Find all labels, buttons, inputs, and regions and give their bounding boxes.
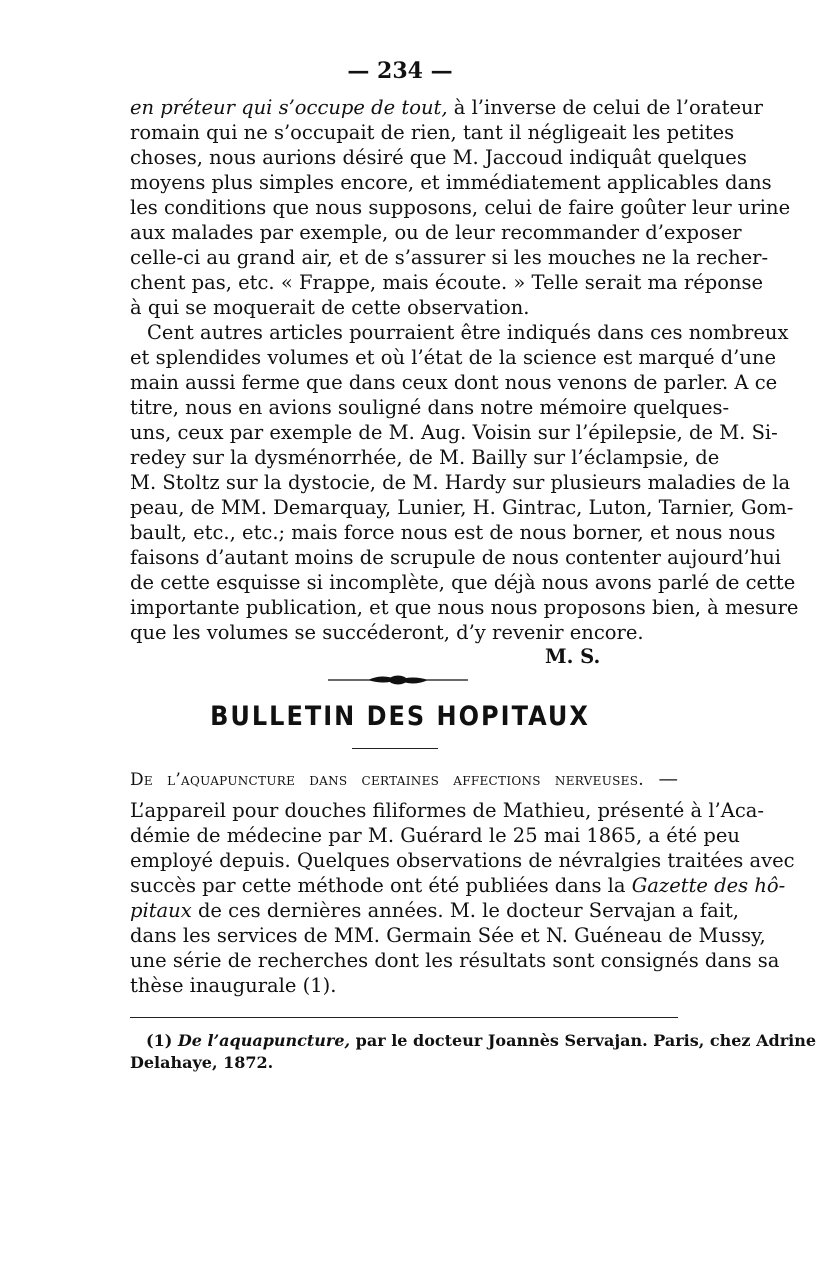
footnote-marker: (1)	[146, 1031, 173, 1050]
text-line: dans les services de MM. Germain Sée et N. Guéneau de Mussy,	[130, 924, 766, 947]
text-line: choses, nous aurions désiré que M. Jaccoud indiquât quelques	[130, 146, 747, 169]
text-line: importante publication, et que nous nous proposons bien, à mesure	[130, 596, 799, 619]
text-line: L’appareil pour douches filiformes de Mathieu, présenté à l’Aca-	[130, 799, 764, 822]
footnote-rule	[130, 1017, 678, 1018]
text-line: faisons d’autant moins de scrupule de nous contenter aujourd’hui	[130, 546, 782, 569]
text-line: aux malades par exemple, ou de leur recommander d’exposer	[130, 221, 742, 244]
text-span: à l’inverse de celui de l’orateur	[453, 96, 763, 119]
text-line: M. Stoltz sur la dystocie, de M. Hardy sur plusieurs maladies de la	[130, 471, 791, 494]
text-line: peau, de MM. Demarquay, Lunier, H. Gintrac, Luton, Tarnier, Gom-	[130, 496, 794, 519]
text-line: les conditions que nous supposons, celui de faire goûter leur urine	[130, 196, 791, 219]
text-span: par le docteur Joannès Servajan. Paris, chez Adrine	[355, 1031, 816, 1050]
section-title: BULLETIN DES HOPITAUX	[210, 700, 590, 732]
author-signature: M. S.	[545, 645, 601, 668]
text-line: celle-ci au grand air, et de s’assurer si les mouches ne la recher-	[130, 246, 769, 269]
text-line: thèse inaugurale (1).	[130, 974, 337, 997]
text-line: démie de médecine par M. Guérard le 25 mai 1865, a été peu	[130, 824, 740, 847]
text-line: une série de recherches dont les résultats sont consignés dans sa	[130, 949, 780, 972]
text-line: employé depuis. Quelques observations de névralgies traitées avec	[130, 849, 795, 872]
text-line	[130, 898, 739, 923]
italic-title: De l’aquapuncture,	[177, 1031, 351, 1050]
ornament-divider-icon	[328, 670, 468, 690]
title-rule	[352, 748, 438, 749]
text-line: que les volumes se succéderont, d’y revenir encore.	[130, 621, 644, 644]
text-line: romain qui ne s’occupait de rien, tant il négligeait les petites	[130, 121, 735, 144]
italic-phrase: en préteur qui s’occupe de tout,	[130, 96, 448, 119]
text-line	[130, 873, 786, 898]
italic-title: pitaux	[130, 899, 192, 922]
footnote-line	[146, 1030, 816, 1051]
text-line	[130, 95, 763, 120]
text-line: redey sur la dysménorrhée, de M. Bailly sur l’éclampsie, de	[130, 446, 720, 469]
text-line: titre, nous en avions souligné dans notre mémoire quelques-	[130, 396, 730, 419]
text-line: Cent autres articles pourraient être indiqués dans ces nombreux	[147, 321, 789, 344]
italic-title: Gazette des hô-	[631, 874, 786, 897]
text-span: succès par cette méthode ont été publiées dans la	[130, 874, 626, 897]
text-line: et splendides volumes et où l’état de la science est marqué d’une	[130, 346, 777, 369]
text-line: moyens plus simples encore, et immédiatement applicables dans	[130, 171, 772, 194]
page-number: — 234 —	[347, 58, 453, 84]
text-span: de ces dernières années. M. le docteur Servajan a fait,	[197, 899, 739, 922]
text-line: de cette esquisse si incomplète, que déjà nous avons parlé de cette	[130, 571, 796, 594]
text-line: main aussi ferme que dans ceux dont nous venons de parler. A ce	[130, 371, 778, 394]
text-line: chent pas, etc. « Frappe, mais écoute. » Telle serait ma réponse	[130, 271, 764, 294]
text-line	[130, 766, 678, 793]
article-heading: De l’aquapuncture dans certaines affections nerveuses.	[130, 770, 644, 790]
text-line: bault, etc., etc.; mais force nous est de nous borner, et nous nous	[130, 521, 776, 544]
text-line: uns, ceux par exemple de M. Aug. Voisin sur l’épilepsie, de M. Si-	[130, 421, 778, 444]
text-line: à qui se moquerait de cette observation.	[130, 296, 530, 319]
footnote-line: Delahaye, 1872.	[130, 1053, 274, 1072]
text-span: —	[658, 767, 678, 790]
